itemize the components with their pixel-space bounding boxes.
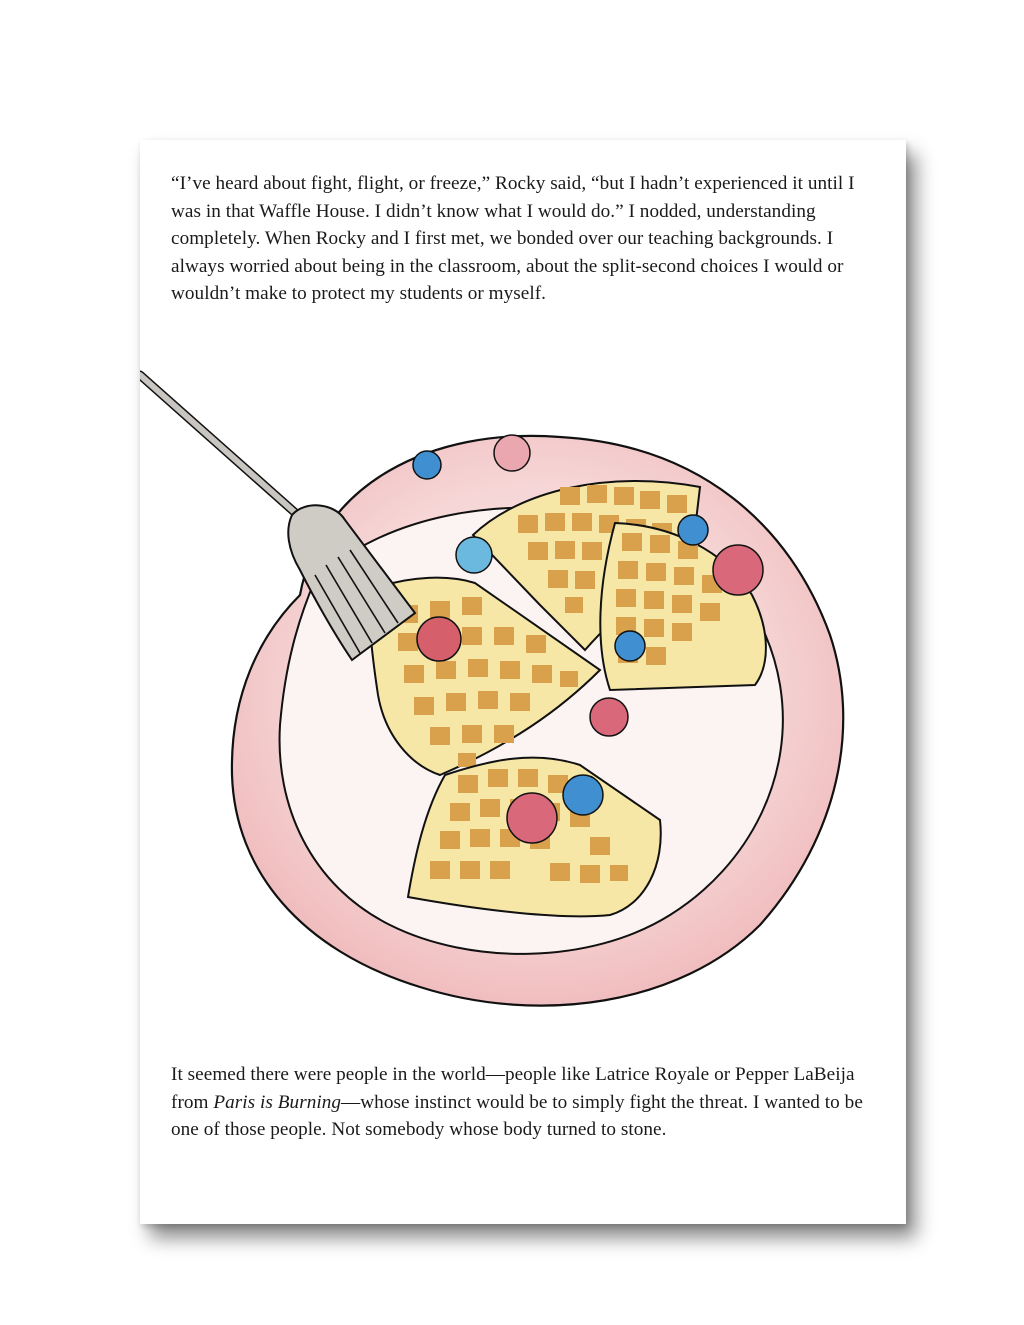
waffle-illustration [140,365,906,1025]
film-title: Paris is Burning [213,1091,342,1113]
paragraph-bottom-text-1: It seemed there were people in the world—people like Latrice Royale or Pepper LaBeija from [171,1064,855,1113]
paragraph-bottom [171,1061,886,1144]
book-page [140,140,906,1224]
paragraph-top: “I’ve heard about fight, flight, or freeze,” Rocky said, “but I hadn’t experienced it until I was in that Waffle House. I didn’t know what I would do.” I nodded, understanding completely. When Rocky and I first met, we bonded over our teaching backgrounds. I always worried about being in the classroom, about the split-second choices I would or wouldn’t make to protect my students or myself. [171,173,855,304]
paragraph-bottom-text-2: —whose instinct would be to simply fight the threat. I wanted to be one of those people. Not somebody whose body turned to stone. [171,1091,863,1140]
